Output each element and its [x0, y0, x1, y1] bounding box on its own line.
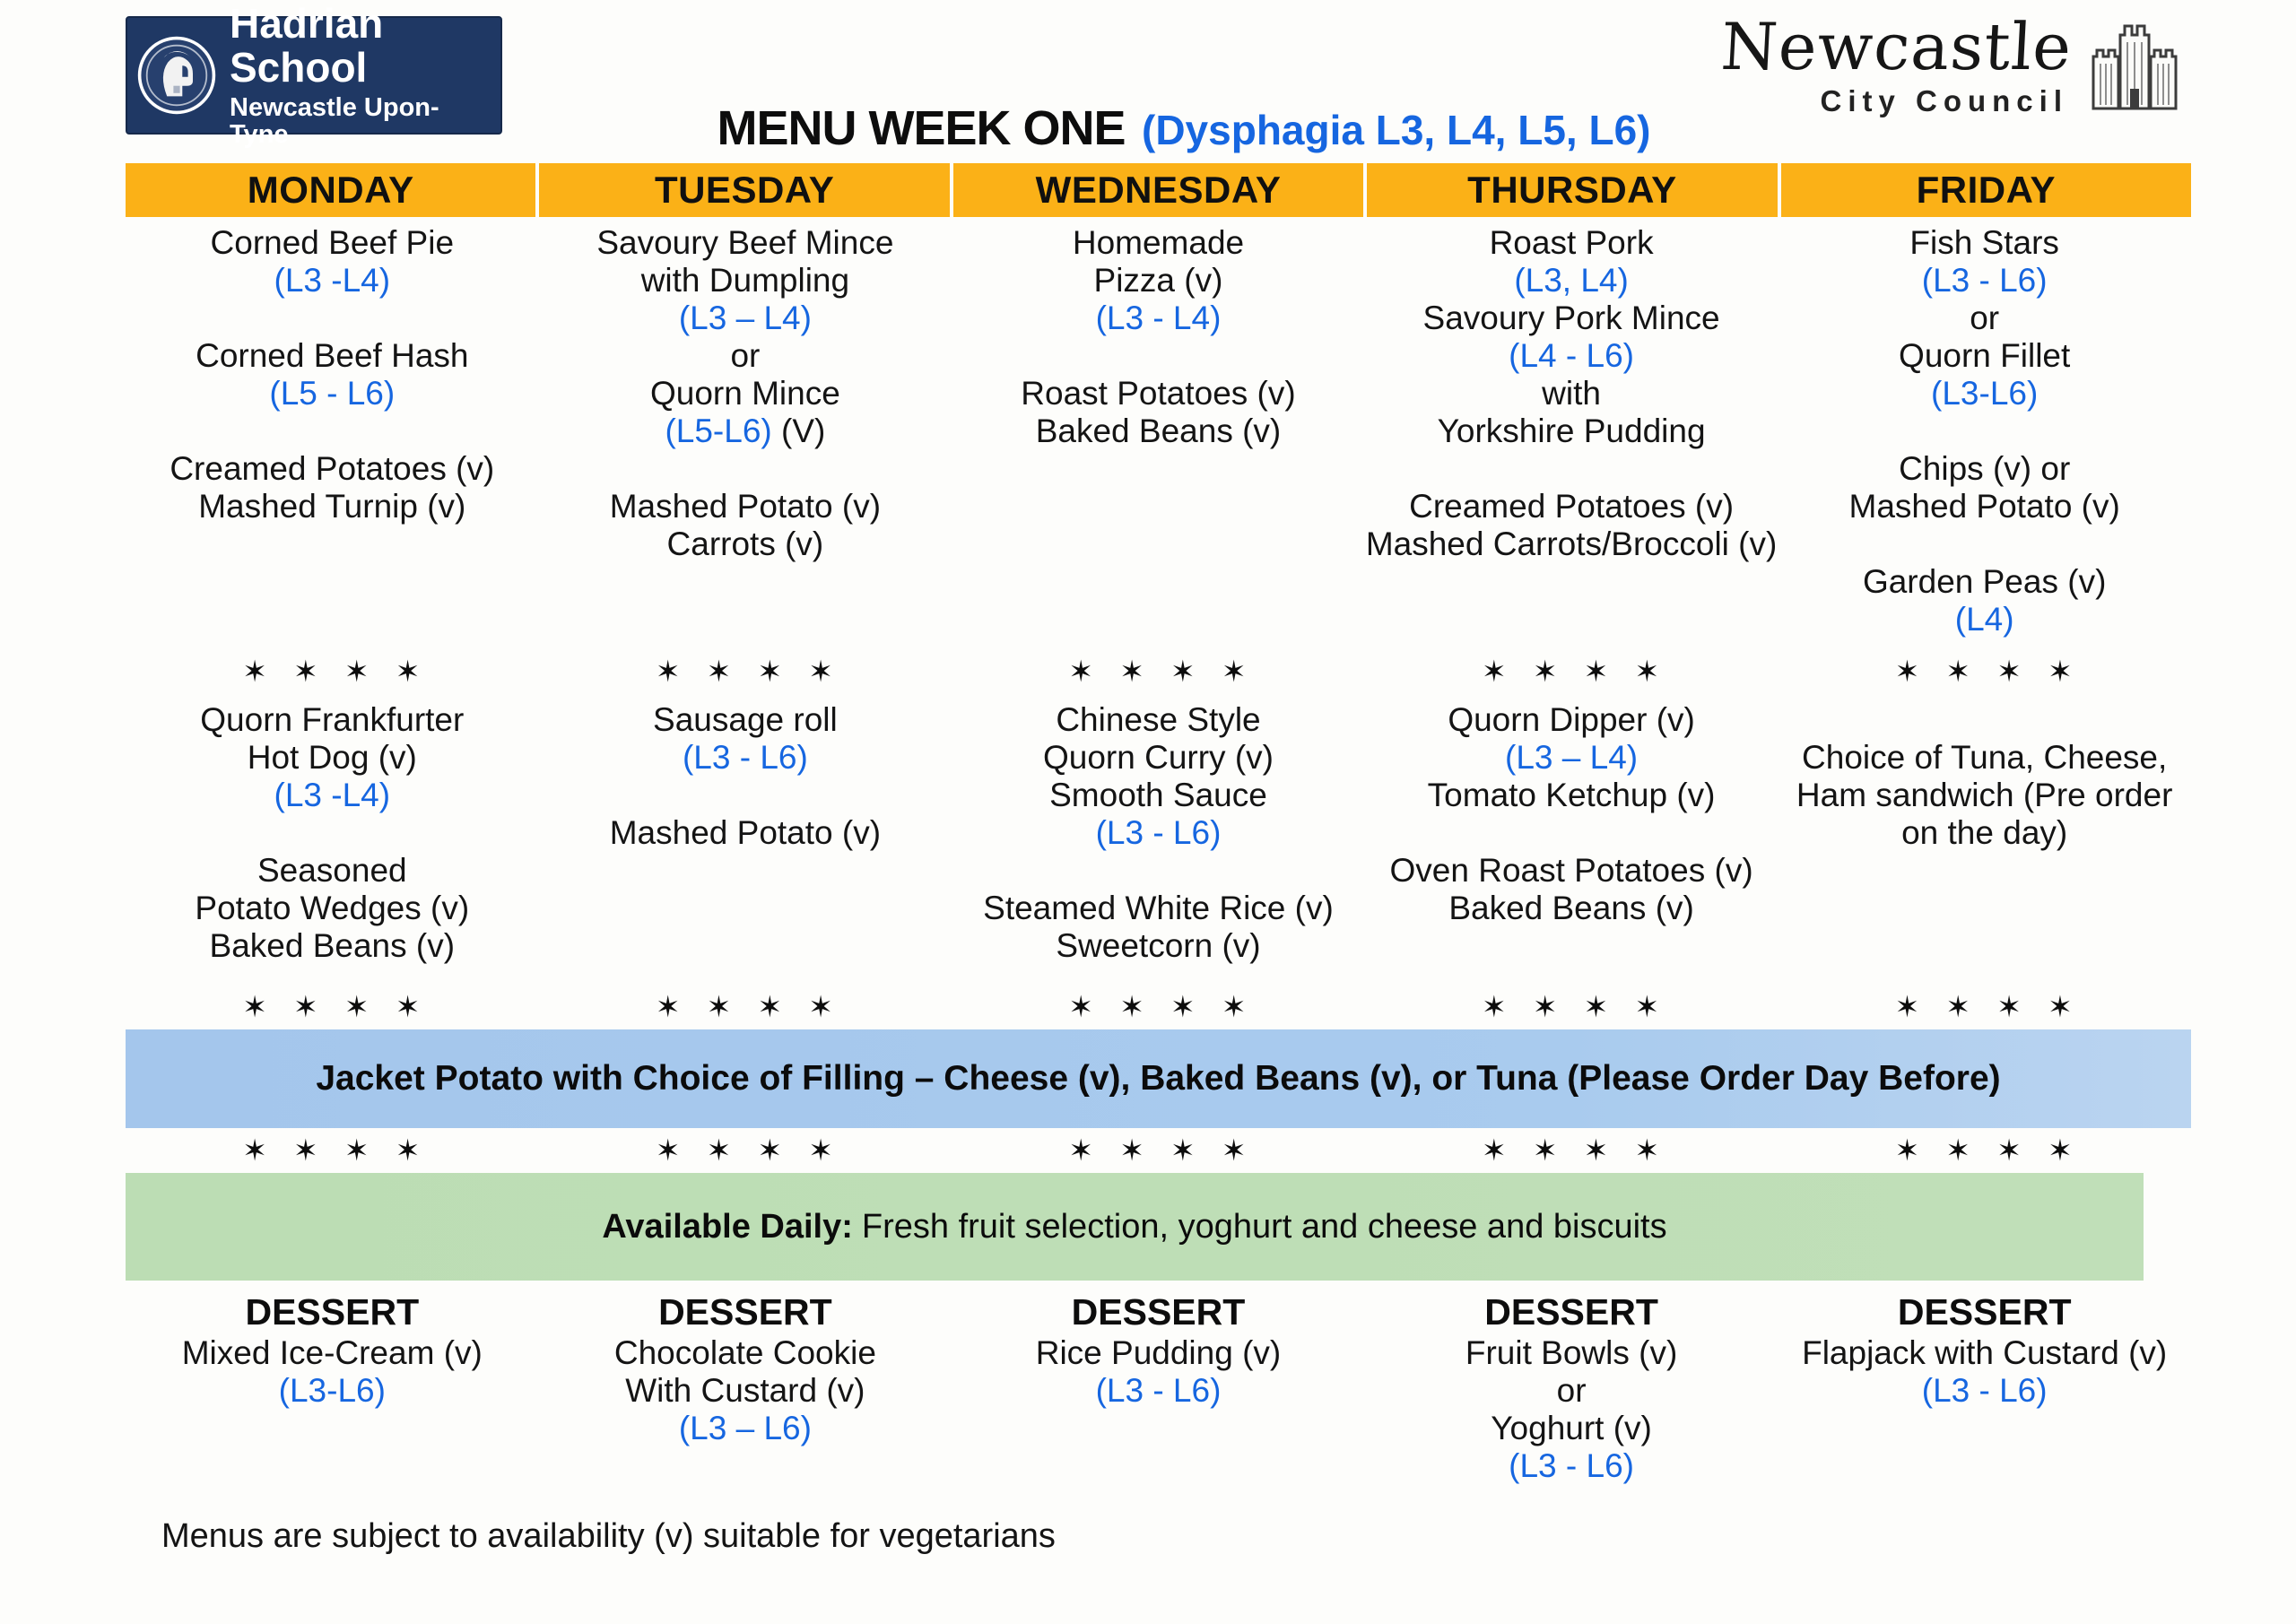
menu-item-text: Rice Pudding (v)	[1035, 1334, 1282, 1371]
menu-item-text: Chinese Style	[1056, 701, 1261, 738]
menu-item-text: Baked Beans (v)	[1035, 413, 1282, 449]
menu-line	[1365, 450, 1779, 488]
stars-separator: ✶ ✶ ✶ ✶	[1068, 990, 1248, 1023]
menu-line	[126, 890, 539, 927]
menu-line	[1365, 701, 1779, 739]
dysphagia-level-label: (L5 - L6)	[269, 375, 396, 412]
menu-item-text: Corned Beef Hash	[196, 337, 469, 374]
menu-item-text: or	[1556, 1372, 1587, 1409]
menu-item-text: Chocolate Cookie	[613, 1334, 876, 1371]
menu-line	[1365, 413, 1779, 450]
stars-separator: ✶ ✶ ✶ ✶	[1482, 655, 1662, 688]
menu-line	[126, 337, 539, 375]
menu-line	[952, 890, 1365, 927]
dysphagia-level-label: (L4 - L6)	[1509, 337, 1634, 374]
menu-line	[539, 300, 952, 337]
menu-line	[1778, 601, 2191, 638]
menu-line	[126, 224, 539, 262]
dessert-heading: DESSERT	[1897, 1291, 2072, 1333]
stars-separator: ✶ ✶ ✶ ✶	[1068, 1133, 1248, 1167]
menu-item-text: Potato Wedges (v)	[195, 890, 470, 926]
newcastle-city-council-logo	[1718, 9, 2188, 120]
stars-separator: ✶ ✶ ✶ ✶	[1894, 990, 2074, 1023]
menu-line	[126, 852, 539, 890]
meal-column-wednesday	[952, 217, 1365, 649]
menu-line	[1365, 739, 1779, 777]
menu-line	[1778, 488, 2191, 525]
stars-separator: ✶ ✶ ✶ ✶	[1894, 655, 2074, 688]
dessert-heading: DESSERT	[658, 1291, 832, 1333]
menu-line	[1778, 450, 2191, 488]
school-subtitle: Newcastle Upon-Tyne	[230, 92, 439, 150]
menu-line	[1778, 375, 2191, 413]
menu-item-text: (V)	[771, 413, 826, 449]
dysphagia-level-label: (L3 - L6)	[1095, 814, 1222, 851]
meal-column-thursday	[1365, 217, 1779, 649]
menu-line	[539, 488, 952, 525]
dessert-heading: DESSERT	[1484, 1291, 1658, 1333]
menu-line	[1778, 224, 2191, 262]
menu-item-text: Carrots (v)	[666, 525, 824, 562]
second-meal-row	[126, 694, 2191, 985]
dysphagia-level-label: (L3 - L6)	[1095, 1372, 1222, 1409]
dessert-heading: DESSERT	[245, 1291, 420, 1333]
menu-line	[1778, 563, 2191, 601]
day-header-tuesday: TUESDAY	[539, 163, 949, 217]
menu-line	[952, 337, 1365, 375]
menu-line	[1365, 337, 1779, 375]
menu-line	[1778, 337, 2191, 375]
meal-column-monday	[126, 217, 539, 649]
menu-item-text: Choice of Tuna, Cheese,	[1802, 739, 2168, 776]
menu-line	[1778, 413, 2191, 450]
menu-line	[1778, 1334, 2191, 1372]
dysphagia-level-label: (L3 - L6)	[1921, 262, 2048, 299]
menu-item-text: Ham sandwich (Pre order	[1796, 777, 2173, 813]
menu-line	[1778, 814, 2191, 852]
menu-line	[952, 1372, 1365, 1410]
dysphagia-level-label: (L3-L6)	[278, 1372, 386, 1409]
footer-note: Menus are subject to availability (v) suitable for vegetarians	[161, 1517, 1056, 1555]
stars-separator: ✶ ✶ ✶ ✶	[242, 1133, 422, 1167]
school-name: Hadrian School	[230, 0, 384, 91]
menu-line	[126, 262, 539, 300]
menu-item-text: Mashed Potato (v)	[609, 814, 882, 851]
menu-item-text: Garden Peas (v)	[1862, 563, 2107, 600]
council-subtitle: City Council	[1820, 84, 2068, 118]
menu-line	[1778, 1372, 2191, 1410]
menu-line	[539, 739, 952, 777]
stars-separator-row	[126, 985, 2191, 1029]
menu-line	[126, 413, 539, 450]
stars-separator: ✶ ✶ ✶ ✶	[242, 990, 422, 1023]
menu-line	[952, 777, 1365, 814]
stars-separator: ✶ ✶ ✶ ✶	[242, 655, 422, 688]
stars-separator: ✶ ✶ ✶ ✶	[655, 990, 835, 1023]
meal-column-tuesday	[539, 217, 952, 649]
stars-separator: ✶ ✶ ✶ ✶	[1482, 1133, 1662, 1167]
stars-separator: ✶ ✶ ✶ ✶	[1894, 1133, 2074, 1167]
menu-line	[1365, 1334, 1779, 1372]
menu-item-text: Savoury Beef Mince	[596, 224, 894, 261]
menu-item-text: Roast Potatoes (v)	[1021, 375, 1296, 412]
second-meal-column-thursday	[1365, 694, 1779, 985]
menu-line	[539, 1410, 952, 1447]
menu-line	[126, 300, 539, 337]
menu-item-text: Corned Beef Pie	[210, 224, 455, 261]
dysphagia-level-label: (L3 - L6)	[682, 739, 808, 776]
menu-item-text: Pizza (v)	[1093, 262, 1223, 299]
menu-line	[952, 927, 1365, 965]
dysphagia-level-label: (L3, L4)	[1514, 262, 1629, 299]
menu-item-text: Fruit Bowls (v)	[1465, 1334, 1678, 1371]
menu-line	[126, 375, 539, 413]
menu-line	[1365, 1372, 1779, 1410]
menu-item-text: Oven Roast Potatoes (v)	[1389, 852, 1753, 889]
dysphagia-level-label: (L5-L6)	[665, 413, 772, 449]
menu-line	[952, 701, 1365, 739]
menu-line	[126, 814, 539, 852]
menu-line	[1365, 224, 1779, 262]
menu-item-text: Seasoned	[257, 852, 407, 889]
menu-item-text: or	[1970, 300, 2000, 336]
menu-line	[952, 375, 1365, 413]
menu-item-text: Quorn Frankfurter	[200, 701, 465, 738]
menu-line	[1778, 525, 2191, 563]
dessert-heading: DESSERT	[1071, 1291, 1246, 1333]
menu-item-text: Hot Dog (v)	[247, 739, 417, 776]
menu-line	[1365, 300, 1779, 337]
menu-line	[1365, 852, 1779, 890]
day-header-monday: MONDAY	[126, 163, 535, 217]
menu-item-text: with Dumpling	[640, 262, 850, 299]
menu-line	[1778, 262, 2191, 300]
menu-line	[952, 300, 1365, 337]
menu-line	[126, 1334, 539, 1372]
menu-item-text: Baked Beans (v)	[1448, 890, 1694, 926]
dysphagia-level-label: (L3 - L6)	[1509, 1447, 1634, 1484]
menu-line	[952, 814, 1365, 852]
menu-item-text: Creamed Potatoes (v)	[170, 450, 495, 487]
jacket-potato-banner	[126, 1029, 2191, 1128]
menu-item-text: Homemade	[1072, 224, 1245, 261]
menu-item-text: Flapjack with Custard (v)	[1802, 1334, 2168, 1371]
second-meal-column-friday	[1778, 694, 2191, 985]
menu-line	[1365, 1410, 1779, 1447]
stars-separator: ✶ ✶ ✶ ✶	[1482, 990, 1662, 1023]
menu-item-text: Quorn Fillet	[1899, 337, 2071, 374]
menu-line	[539, 224, 952, 262]
menu-item-text: Quorn Curry (v)	[1042, 739, 1274, 776]
stars-separator-row	[126, 649, 2191, 694]
menu-line	[1365, 525, 1779, 563]
menu-line	[539, 337, 952, 375]
menu-line	[126, 450, 539, 488]
menu-line	[539, 1372, 952, 1410]
menu-item-text: Quorn Mince	[649, 375, 840, 412]
dessert-column-tuesday	[539, 1290, 952, 1485]
day-header-friday: FRIDAY	[1781, 163, 2191, 217]
dessert-column-thursday	[1365, 1290, 1779, 1485]
dysphagia-level-label: (L3 -L4)	[274, 777, 391, 813]
available-daily-banner	[126, 1173, 2144, 1281]
menu-item-text: Mashed Turnip (v)	[198, 488, 466, 525]
menu-item-text: Savoury Pork Mince	[1422, 300, 1720, 336]
council-name: Newcastle	[1718, 9, 2074, 84]
menu-line	[1365, 777, 1779, 814]
menu-line	[539, 1334, 952, 1372]
dysphagia-level-label: (L3-L6)	[1931, 375, 2039, 412]
menu-item-text: Yoghurt (v)	[1491, 1410, 1652, 1446]
menu-line	[952, 224, 1365, 262]
document-header	[0, 0, 2296, 163]
menu-item-text: on the day)	[1901, 814, 2068, 851]
second-meal-column-tuesday	[539, 694, 952, 985]
dysphagia-level-label: (L3 - L4)	[1095, 300, 1222, 336]
day-header-wednesday: WEDNESDAY	[953, 163, 1363, 217]
dessert-column-monday	[126, 1290, 539, 1485]
dysphagia-level-label: (L4)	[1954, 601, 2014, 638]
menu-item-text: Mixed Ice-Cream (v)	[181, 1334, 483, 1371]
stars-separator: ✶ ✶ ✶ ✶	[1068, 655, 1248, 688]
menu-line	[539, 262, 952, 300]
menu-item-text: With Custard (v)	[625, 1372, 865, 1409]
menu-line	[539, 375, 952, 413]
menu-item-text: with	[1542, 375, 1601, 412]
menu-line	[539, 525, 952, 563]
menu-line	[1365, 1447, 1779, 1485]
second-meal-column-monday	[126, 694, 539, 985]
day-header-row	[126, 163, 2191, 217]
menu-item-text: Creamed Potatoes (v)	[1409, 488, 1735, 525]
meal-column-friday	[1778, 217, 2191, 649]
menu-line	[1365, 375, 1779, 413]
menu-line	[126, 927, 539, 965]
menu-item-text: Steamed White Rice (v)	[983, 890, 1334, 926]
stars-separator: ✶ ✶ ✶ ✶	[655, 1133, 835, 1167]
menu-item-text: or	[730, 337, 761, 374]
menu-line	[539, 413, 952, 450]
menu-line	[126, 777, 539, 814]
dessert-column-wednesday	[952, 1290, 1365, 1485]
dessert-row	[126, 1290, 2191, 1485]
menu-line	[1365, 488, 1779, 525]
menu-line	[1365, 814, 1779, 852]
menu-line	[539, 701, 952, 739]
stars-separator: ✶ ✶ ✶ ✶	[655, 655, 835, 688]
menu-item-text: Chips (v) or	[1899, 450, 2071, 487]
castle-icon	[2081, 16, 2188, 120]
menu-line	[1365, 890, 1779, 927]
menu-line	[539, 450, 952, 488]
day-header-thursday: THURSDAY	[1367, 163, 1777, 217]
menu-line	[126, 488, 539, 525]
dysphagia-level-label: (L3 – L4)	[678, 300, 812, 336]
menu-item-text: Yorkshire Pudding	[1437, 413, 1706, 449]
menu-line	[1778, 300, 2191, 337]
menu-item-text: Tomato Ketchup (v)	[1427, 777, 1716, 813]
menu-item-text: Sausage roll	[653, 701, 838, 738]
menu-line	[1365, 262, 1779, 300]
menu-item-text: Mashed Potato (v)	[609, 488, 882, 525]
menu-item-text: Roast Pork	[1489, 224, 1654, 261]
menu-line	[539, 814, 952, 852]
menu-line	[126, 701, 539, 739]
menu-item-text: Quorn Dipper (v)	[1448, 701, 1695, 738]
menu-item-text: Fish Stars	[1909, 224, 2059, 261]
menu-item-text: Mashed Carrots/Broccoli (v)	[1365, 525, 1778, 562]
menu-item-text: Sweetcorn (v)	[1056, 927, 1261, 964]
menu-line	[952, 262, 1365, 300]
menu-table	[126, 163, 2191, 1485]
second-meal-column-wednesday	[952, 694, 1365, 985]
available-daily-text: Available Daily: Fresh fruit selection, yoghurt and cheese and biscuits	[602, 1207, 1667, 1246]
menu-line	[126, 739, 539, 777]
menu-line	[952, 413, 1365, 450]
menu-line	[1778, 777, 2191, 814]
dysphagia-level-label: (L3 – L6)	[678, 1410, 812, 1446]
menu-item-text: Baked Beans (v)	[209, 927, 456, 964]
main-meal-row	[126, 217, 2191, 649]
menu-line	[539, 777, 952, 814]
dysphagia-level-label: (L3 -L4)	[274, 262, 391, 299]
menu-line	[952, 739, 1365, 777]
menu-line	[1778, 739, 2191, 777]
menu-line	[952, 1334, 1365, 1372]
dysphagia-levels: (Dysphagia L3, L4, L5, L6)	[1142, 107, 1651, 153]
menu-line	[1778, 701, 2191, 739]
dysphagia-level-label: (L3 - L6)	[1921, 1372, 2048, 1409]
dessert-column-friday	[1778, 1290, 2191, 1485]
page-title: MENU WEEK ONE	[717, 101, 1126, 155]
menu-item-text: Smooth Sauce	[1049, 777, 1267, 813]
stars-separator-row	[126, 1128, 2191, 1173]
menu-line	[952, 852, 1365, 890]
jacket-potato-text: Jacket Potato with Choice of Filling – Cheese (v), Baked Beans (v), or Tuna (Please Order Day Before)	[316, 1059, 2001, 1098]
dysphagia-level-label: (L3 – L4)	[1505, 739, 1639, 776]
menu-line	[126, 1372, 539, 1410]
menu-item-text: Mashed Potato (v)	[1848, 488, 2120, 525]
